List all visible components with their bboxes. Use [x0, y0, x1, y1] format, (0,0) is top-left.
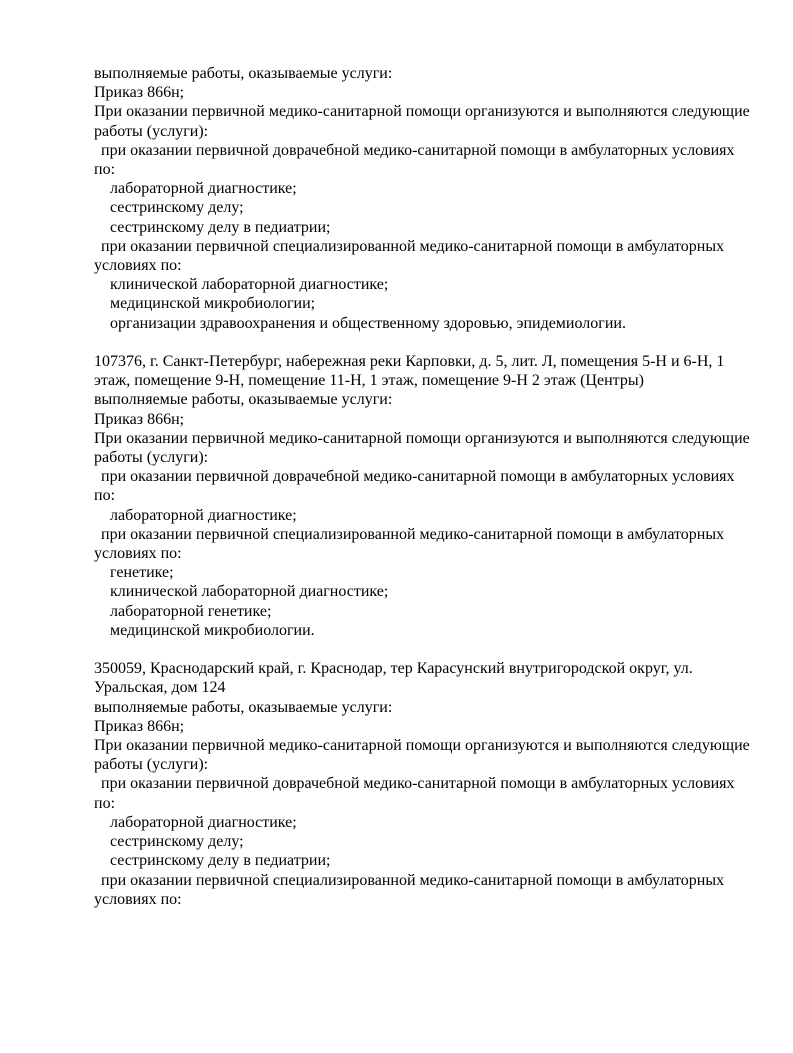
service-item-line: клинической лабораторной диагностике; — [110, 276, 389, 294]
section-header-line: условиях по: — [94, 890, 182, 908]
service-item-line: генетике; — [110, 564, 174, 582]
address-line: 107376, г. Санкт-Петербург, набережная реки Карповки, д. 5, лит. Л, помещения 5-Н и 6-Н, 1 — [94, 353, 725, 371]
section-header-line: по: — [94, 161, 116, 179]
service-item-line: лабораторной генетике; — [110, 602, 272, 620]
intro-text-line: При оказании первичной медико-санитарной помощи организуются и выполняются следующие — [94, 737, 750, 755]
services-label-line: выполняемые работы, оказываемые услуги: — [94, 698, 393, 716]
address-line: Уральская, дом 124 — [94, 679, 226, 697]
order-ref-line: Приказ 866н; — [94, 717, 185, 735]
address-line: 350059, Краснодарский край, г. Краснодар, тер Карасунский внутригородской округ, ул. — [94, 660, 693, 678]
section-header-line: при оказании первичной доврачебной медико-санитарной помощи в амбулаторных условиях — [101, 775, 735, 793]
section-header-line: по: — [94, 487, 116, 505]
services-label-line: выполняемые работы, оказываемые услуги: — [94, 391, 393, 409]
services-label-line: выполняемые работы, оказываемые услуги: — [94, 65, 393, 82]
service-item-line: медицинской микробиологии; — [110, 295, 316, 313]
service-item-line: медицинской микробиологии. — [110, 621, 315, 639]
intro-text-line: При оказании первичной медико-санитарной помощи организуются и выполняются следующие — [94, 103, 750, 121]
service-item-line: лабораторной диагностике; — [110, 506, 297, 524]
service-item-line: сестринскому делу в педиатрии; — [110, 218, 331, 236]
intro-text-line: работы (услуги): — [94, 449, 209, 467]
service-item-line: сестринскому делу; — [110, 833, 244, 851]
section-header-line: при оказании первичной доврачебной медико-санитарной помощи в амбулаторных условиях — [101, 141, 735, 159]
license-entry-3 — [94, 659, 753, 909]
service-item-line: сестринскому делу в педиатрии; — [110, 852, 331, 870]
service-item-line: сестринскому делу; — [110, 199, 244, 217]
service-item-line: клинической лабораторной диагностике; — [110, 583, 389, 601]
license-entry-2 — [94, 352, 753, 640]
address-line: этаж, помещение 9-Н, помещение 11-Н, 1 этаж, помещение 9-Н 2 этаж (Центры) — [94, 372, 644, 390]
section-header-line: при оказании первичной специализированной медико-санитарной помощи в амбулаторных — [101, 525, 725, 543]
intro-text-line: работы (услуги): — [94, 122, 209, 140]
order-ref-line: Приказ 866н; — [94, 410, 185, 428]
section-header-line: условиях по: — [94, 257, 182, 275]
intro-text-line: При оказании первичной медико-санитарной помощи организуются и выполняются следующие — [94, 429, 750, 447]
service-item-line: организации здравоохранения и общественному здоровью, эпидемиологии. — [110, 314, 626, 332]
intro-text-line: работы (услуги): — [94, 756, 209, 774]
license-entry-1 — [94, 64, 753, 333]
section-header-line: при оказании первичной специализированной медико-санитарной помощи в амбулаторных — [101, 871, 725, 889]
order-ref-line: Приказ 866н; — [94, 84, 185, 102]
section-header-line: при оказании первичной специализированной медико-санитарной помощи в амбулаторных — [101, 237, 725, 255]
section-header-line: при оказании первичной доврачебной медико-санитарной помощи в амбулаторных условиях — [101, 468, 735, 486]
service-item-line: лабораторной диагностике; — [110, 813, 297, 831]
section-header-line: условиях по: — [94, 545, 182, 563]
service-item-line: лабораторной диагностике; — [110, 180, 297, 198]
section-header-line: по: — [94, 794, 116, 812]
